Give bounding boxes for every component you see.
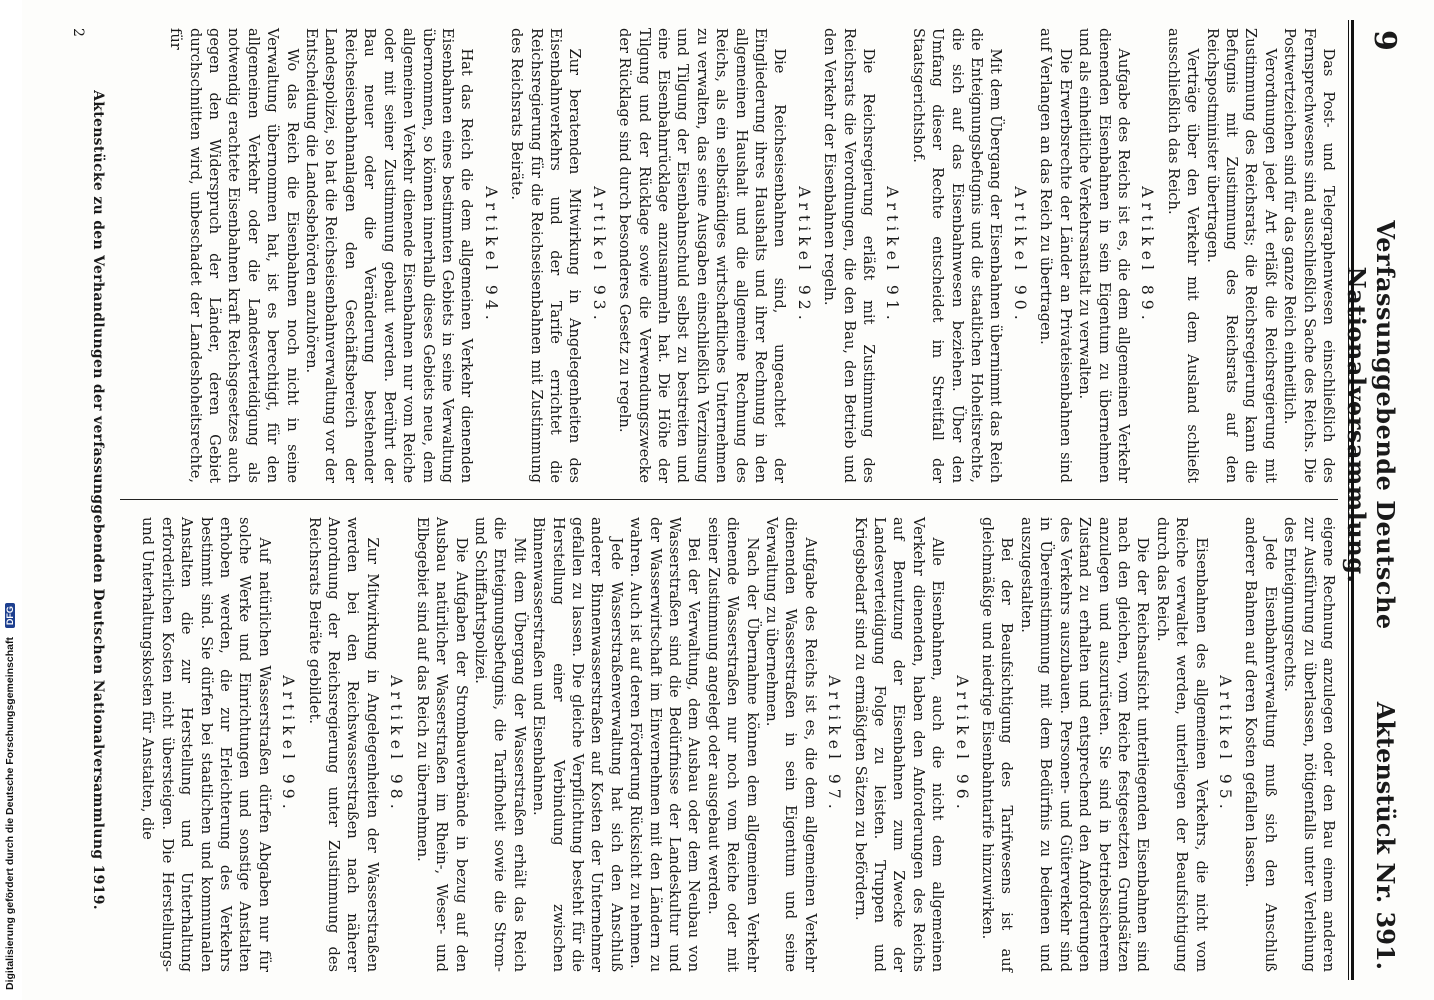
paragraph: eigene Rechnung anzulegen oder den Bau einem anderen zur Ausführung zu überlassen, nötigenfalls unter Verleihung des Enteignungsrechts.	[1281, 517, 1337, 972]
paragraph: Eisenbahnen des allgemeinen Verkehrs, die nicht vom Reiche verwaltet werden, unterliegen der Beaufsichtigung durch das Reich.	[1153, 517, 1210, 972]
signature-mark: 2	[70, 28, 86, 37]
paragraph: Verordnungen jeder Art erläßt die Reichsregierung mit Zustimmung des Reichsrats; die Reichsregierung kann die Befugnis mit Zustimmung des Reichsrats auf den Reichspostminister übertragen.	[1203, 28, 1279, 483]
document-number: Aktenstück Nr. 391.	[1371, 701, 1400, 970]
page-header	[1342, 30, 1406, 970]
paragraph: Zur beratenden Mitwirkung in Angelegenheiten des Eisenbahnverkehrs und der Tarife errichtet die Reichsregierung für die Reichseisenbahnen mit Zustimmung des Reichsrats Beiräte.	[508, 28, 584, 483]
paragraph: Auf natürlichen Wasserstraßen dürfen Abgaben nur für solche Werke und Einrichtungen und sonstige Anstalten erhoben werden, die zur Erleichterung des Verkehrs bestimmt sind. Sie dürfen bei staatlichen und kommunalen Anstalten die zur Herstellung und Unterhaltung erforderlichen Kosten nicht übersteigen. Die Herstellungs- und Unterhaltungskosten für Anstalten, die	[139, 517, 273, 972]
page-footer	[70, 28, 106, 972]
paragraph: Die Reichsregierung erläßt mit Zustimmung des Reichsrats die Verordnungen, die den Bau, den Betrieb und den Verkehr der Eisenbahnen regeln.	[821, 28, 878, 483]
article-heading: Artikel 98.	[387, 675, 406, 814]
paragraph: Zur Mitwirkung in Angelegenheiten der Wasserstraßen werden bei den Reichswasserstraßen nach näherer Anordnung der Reichsregierung unter Zustimmung des Reichsrats Beiräte gebildet.	[305, 517, 381, 972]
paragraph: Bei der Verwaltung, dem Ausbau oder dem Neubau von Wasserstraßen sind die Bedürfnisse der Landeskultur und der Wasserwirtschaft im Einvernehmen mit den Ländern zu wahren. Auch ist auf deren Förderung Rücksicht zu nehmen.	[627, 517, 703, 972]
paragraph: Die Erwerbsrechte der Länder an Privateisenbahnen sind auf Verlangen an das Reich zu übertragen.	[1037, 28, 1074, 483]
paragraph: Hat das Reich die dem allgemeinen Verkehr dienenden Eisenbahnen eines bestimmten Gebiets in seine Verwaltung übernommen, so können innerhalb dieses Gebiets neue, dem allgemeinen Verkehr dienende Eisenbahnen nur vom Reiche oder mit seiner Zustimmung gebaut werden. Berührt der Bau neuer oder die Veränderung bestehender Reichseisenbahnanlagen den Geschäftsbereich der Landespolizei, so hat die Reichseisenbahnverwaltung vor der Entscheidung die Landesbehörden anzuhören.	[303, 28, 476, 483]
digitization-note-wrapper	[4, 603, 16, 990]
paragraph: Die Reichseisenbahnen sind, ungeachtet der Eingliederung ihres Haushalts und ihrer Rechnung in den allgemeinen Haushalt und die allgemeine Rechnung des Reichs, als ein selbständiges wirtschaftliches Unternehmen zu verwalten, das seine Ausgaben einschließlich Verzinsung und Tilgung der Eisenbahnschuld selbst zu bestreiten und eine Eisenbahnrücklage anzusammeln hat. Die Höhe der Tilgung und der Rücklage sowie die Verwendungszwecke der Rücklage sind durch besonderes Gesetz zu regeln.	[616, 28, 789, 483]
column-divider	[120, 499, 1338, 500]
paragraph: Nach der Übernahme können dem allgemeinen Verkehr dienende Wasserstraßen nur noch vom Reiche oder mit seiner Zustimmung angelegt oder ausgebaut werden.	[704, 517, 761, 972]
source-line: Aktenstücke zu den Verhandlungen der verfassunggebenden Deutschen Nationalversammlung 1919.	[90, 90, 106, 910]
article-heading: Artikel 90.	[1010, 186, 1029, 325]
article-heading: Artikel 99.	[279, 675, 298, 814]
paragraph: Bei der Beaufsichtigung des Tarifwesens ist auf gleichmäßige und niedrige Eisenbahntarife hinzuwirken.	[979, 517, 1016, 972]
paragraph: Die der Reichsaufsicht unterliegenden Eisenbahnen sind nach den gleichen, vom Reiche festgesetzten Grundsätzen anzulegen und auszurüsten. Sie sind in betriebssicherem Zustand zu erhalten und entsprechend den Anforderungen des Verkehrs auszubauen. Personen- und Güterverkehr sind in Übereinstimmung mit dem Bedürfnis zu bedienen und auszugestalten.	[1017, 517, 1152, 972]
paragraph: Jede Wasserstraßenverwaltung hat sich den Anschluß anderer Binnenwasserstraßen auf Kosten der Unternehmer gefallen zu lassen. Die gleiche Verpflichtung besteht für die Herstellung einer Verbindung zwischen Binnenwasserstraßen und Eisenbahnen.	[530, 517, 625, 972]
paragraph: Das Post- und Telegraphenwesen einschließlich des Fernsprechwesens sind ausschließlich Sache des Reichs. Die Postwertzeichen sind für das ganze Reich einheitlich.	[1281, 28, 1337, 483]
paragraph: Aufgabe des Reichs ist es, die dem allgemeinen Verkehr dienenden Eisenbahnen in sein Eigentum zu übernehmen und als einheitliche Verkehrsanstalt zu verwalten.	[1076, 28, 1132, 483]
article-heading: Artikel 97.	[825, 675, 844, 814]
paragraph: Verträge über den Verkehr mit dem Ausland schließt ausschließlich das Reich.	[1164, 28, 1202, 483]
paragraph: Mit dem Übergang der Eisenbahnen übernimmt das Reich die Enteignungsbefugnis und die staatlichen Hoheitsrechte, die sich auf das Eisenbahnwesen beziehen. Über den Umfang dieser Rechte entscheidet im Streitfall der Staatsgerichtshof.	[909, 28, 1005, 483]
article-heading: Artikel 89.	[1138, 186, 1157, 325]
header-rule	[1351, 20, 1354, 980]
digitization-strip	[0, 0, 22, 1000]
left-column	[166, 28, 1338, 483]
paragraph: Jede Eisenbahnverwaltung muß sich den Anschluß anderer Bahnen auf deren Kosten gefallen lassen.	[1242, 517, 1279, 972]
article-heading: Artikel 95.	[1215, 675, 1234, 814]
page-title: Verfassunggebende Deutsche Nationalversammlung.	[1342, 220, 1400, 630]
article-heading: Artikel 96.	[952, 675, 971, 814]
digitization-note: Digitalisierung gefördert durch die Deutsche Forschungsgemeinschaft	[4, 637, 16, 990]
article-heading: Artikel 92.	[794, 186, 813, 325]
right-column	[138, 517, 1338, 972]
paragraph: Aufgabe des Reichs ist es, die dem allgemeinen Verkehr dienenden Wasserstraßen in sein Eigentum und seine Verwaltung zu übernehmen.	[763, 517, 819, 972]
article-heading: Artikel 91.	[883, 186, 902, 325]
paragraph: Wo das Reich die Eisenbahnen noch nicht in seine Verwaltung übernommen hat, ist es berechtigt, für den allgemeinen Verkehr oder die Landesverteidigung als notwendig erachtete Eisenbahnen kraft Reichsgesetzes auch gegen den Widerspruch der Länder, deren Gebiet durchschnitten wird, unbeschadet der Landeshoheitsrechte, für	[167, 28, 301, 483]
article-heading: Artikel 94.	[481, 186, 500, 325]
article-heading: Artikel 93.	[589, 186, 608, 325]
header-rule-thin	[1348, 20, 1349, 980]
paragraph: Die Aufgaben der Strombauverbände in bezug auf den Ausbau natürlicher Wasserstraßen im Rhein-, Weser- und Elbegebiet sind auf das Reich zu übernehmen.	[413, 517, 470, 972]
paragraph: Mit dem Übergang der Wasserstraßen erhält das Reich die Enteignungsbefugnis, die Tarifhoheit sowie die Strom- und Schiffahrtspolizei.	[471, 517, 528, 972]
page-number: 9	[1367, 30, 1402, 51]
paragraph: Alle Eisenbahnen, auch die nicht dem allgemeinen Verkehr dienenden, haben den Anforderungen des Reichs auf Benutzung der Eisenbahnen zum Zwecke der Landesverteidigung Folge zu leisten. Truppen und Kriegsbedarf sind zu ermäßigten Sätzen zu befördern.	[851, 517, 947, 972]
dfg-logo: DFG	[5, 603, 15, 628]
